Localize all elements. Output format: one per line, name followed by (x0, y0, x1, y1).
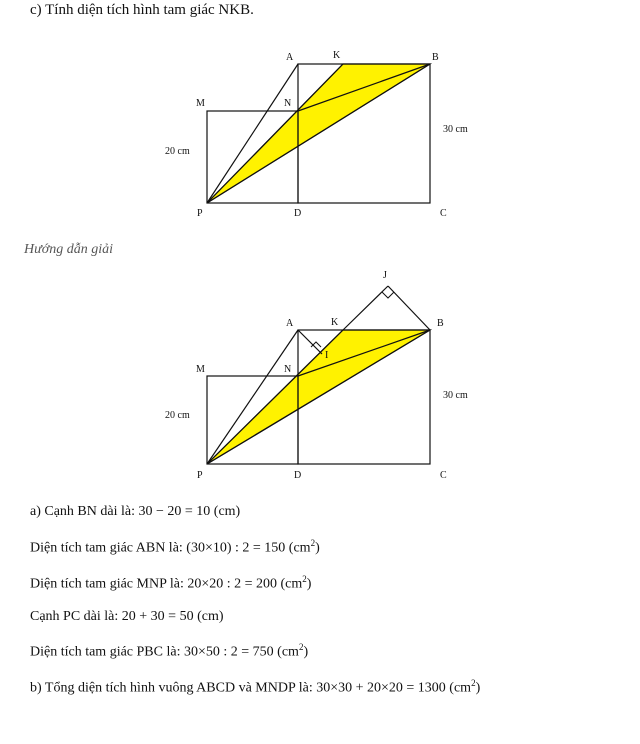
right-angle-j (382, 292, 394, 298)
label-k: K (333, 50, 341, 61)
solution-pc-expr: 20 + 30 = 50 (cm) (121, 609, 224, 624)
solution-line-a (30, 504, 240, 520)
solution-pbc-prefix: Diện tích tam giác PBC là: (30, 644, 184, 660)
figure-solution (0, 268, 640, 488)
solution-b-prefix: b) Tổng diện tích hình vuông ABCD và MNDP là: (30, 680, 317, 696)
solution-a-expr: 30 − 20 = 10 (cm) (138, 504, 241, 519)
label-p: P (197, 208, 203, 219)
label-d: D (294, 208, 302, 219)
label-m: M (196, 98, 205, 109)
label-b: B (432, 52, 439, 63)
label-30cm: 30 cm (443, 124, 468, 135)
line-pb (207, 64, 430, 203)
label-i: I (325, 350, 329, 361)
hint-title: Hướng dẫn giải (24, 242, 113, 257)
solution-abn-prefix: Diện tích tam giác ABN là: (30, 540, 187, 556)
label-30cm: 30 cm (443, 390, 468, 401)
solution-mnp-expr: 20×20 : 2 = 200 (cm (187, 576, 303, 592)
label-b: B (437, 318, 444, 329)
close-paren: ) (306, 576, 312, 592)
solution-b-expr: 30×30 + 20×20 = 1300 (cm (316, 680, 472, 696)
label-p: P (197, 470, 203, 481)
close-paren: ) (475, 680, 481, 696)
label-a: A (286, 52, 294, 63)
solution-a-prefix: a) Cạnh BN dài là: (30, 504, 139, 519)
solution-pbc-expr: 30×50 : 2 = 750 (cm (183, 644, 299, 660)
solution-line-pc (30, 609, 224, 625)
line-bj (388, 286, 430, 330)
exponent: 2 (471, 678, 476, 688)
line-ni (298, 330, 322, 354)
figure-question (0, 40, 640, 220)
exponent: 2 (310, 538, 316, 548)
label-d: D (294, 470, 302, 481)
line-pk (207, 64, 343, 203)
solution-line-b (30, 678, 480, 697)
close-paren: ) (303, 644, 309, 660)
label-k: K (331, 317, 339, 328)
exponent: 2 (302, 574, 307, 584)
label-20cm: 20 cm (165, 146, 190, 157)
label-c: C (440, 208, 447, 219)
close-paren: ) (315, 540, 320, 556)
solution-abn-expr: (30×10) : 2 = 150 (cm (186, 540, 311, 556)
label-20cm: 20 cm (165, 410, 190, 421)
solution-line-abn (30, 538, 320, 557)
solution-line-pbc (30, 642, 308, 661)
label-n: N (284, 364, 292, 375)
label-j: J (383, 270, 387, 281)
line-kj (343, 286, 388, 330)
label-m: M (196, 364, 205, 375)
exponent: 2 (298, 642, 304, 652)
solution-mnp-prefix: Diện tích tam giác MNP là: (30, 576, 188, 592)
label-c: C (440, 470, 447, 481)
solution-line-mnp (30, 574, 311, 593)
label-a: A (286, 318, 294, 329)
solution-pc-prefix: Cạnh PC dài là: (30, 609, 122, 624)
question-part-c: c) Tính diện tích hình tam giác NKB. (30, 2, 254, 18)
line-pk (207, 330, 343, 464)
label-n: N (284, 98, 292, 109)
